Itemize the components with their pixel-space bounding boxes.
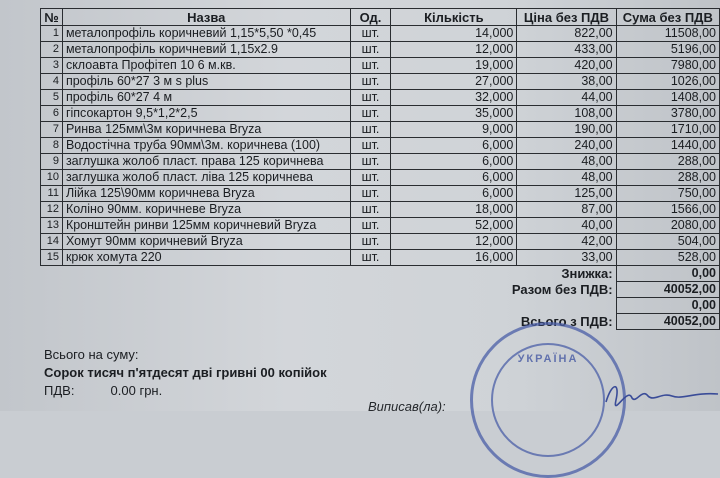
item-price: 433,00 bbox=[517, 42, 616, 58]
item-sum: 288,00 bbox=[616, 170, 719, 186]
item-quantity: 12,000 bbox=[391, 234, 517, 250]
row-number: 15 bbox=[41, 250, 63, 266]
item-unit: шт. bbox=[350, 106, 391, 122]
table-row bbox=[41, 202, 720, 218]
item-quantity: 6,000 bbox=[391, 138, 517, 154]
item-unit: шт. bbox=[350, 154, 391, 170]
item-unit: шт. bbox=[350, 202, 391, 218]
stamp-text: УКРАЇНА bbox=[517, 353, 579, 365]
row-number: 11 bbox=[41, 186, 63, 202]
discount-value: 0,00 bbox=[616, 266, 719, 282]
item-unit: шт. bbox=[350, 138, 391, 154]
item-quantity: 6,000 bbox=[391, 154, 517, 170]
row-number: 8 bbox=[41, 138, 63, 154]
item-price: 420,00 bbox=[517, 58, 616, 74]
item-sum: 1408,00 bbox=[616, 90, 719, 106]
item-name: склоавта Профітеп 10 6 м.кв. bbox=[62, 58, 350, 74]
item-sum: 5196,00 bbox=[616, 42, 719, 58]
item-sum: 288,00 bbox=[616, 154, 719, 170]
table-row bbox=[41, 154, 720, 170]
item-name: гіпсокартон 9,5*1,2*2,5 bbox=[62, 106, 350, 122]
col-header-price: Ціна без ПДВ bbox=[517, 9, 616, 26]
item-price: 190,00 bbox=[517, 122, 616, 138]
item-sum: 7980,00 bbox=[616, 58, 719, 74]
table-body bbox=[41, 26, 720, 266]
item-price: 33,00 bbox=[517, 250, 616, 266]
row-number: 9 bbox=[41, 154, 63, 170]
item-quantity: 6,000 bbox=[391, 186, 517, 202]
item-sum: 3780,00 bbox=[616, 106, 719, 122]
item-name: металопрофіль коричневий 1,15*5,50 *0,45 bbox=[62, 26, 350, 42]
invoice-table bbox=[40, 8, 720, 330]
table-row bbox=[41, 90, 720, 106]
item-unit: шт. bbox=[350, 42, 391, 58]
item-quantity: 14,000 bbox=[391, 26, 517, 42]
item-sum: 1566,00 bbox=[616, 202, 719, 218]
amount-in-words bbox=[44, 346, 327, 400]
total-label: Всього з ПДВ: bbox=[520, 314, 613, 329]
vat-value: 0,00 bbox=[616, 298, 719, 314]
item-quantity: 9,000 bbox=[391, 122, 517, 138]
item-sum: 750,00 bbox=[616, 186, 719, 202]
item-unit: шт. bbox=[350, 74, 391, 90]
col-header-name: Назва bbox=[62, 9, 350, 26]
item-sum: 2080,00 bbox=[616, 218, 719, 234]
col-header-quantity: Кількість bbox=[391, 9, 517, 26]
table-row bbox=[41, 234, 720, 250]
item-price: 108,00 bbox=[517, 106, 616, 122]
item-price: 48,00 bbox=[517, 154, 616, 170]
item-price: 240,00 bbox=[517, 138, 616, 154]
item-name: Ринва 125мм\3м коричнева Bryza bbox=[62, 122, 350, 138]
item-price: 42,00 bbox=[517, 234, 616, 250]
item-unit: шт. bbox=[350, 90, 391, 106]
item-quantity: 27,000 bbox=[391, 74, 517, 90]
item-unit: шт. bbox=[350, 234, 391, 250]
item-unit: шт. bbox=[350, 170, 391, 186]
row-number: 6 bbox=[41, 106, 63, 122]
item-name: заглушка жолоб пласт. права 125 коричнева bbox=[62, 154, 350, 170]
row-number: 7 bbox=[41, 122, 63, 138]
item-name: Кронштейн ринви 125мм коричневий Bryza bbox=[62, 218, 350, 234]
row-number: 2 bbox=[41, 42, 63, 58]
item-unit: шт. bbox=[350, 218, 391, 234]
table-row bbox=[41, 26, 720, 42]
row-number: 5 bbox=[41, 90, 63, 106]
item-name: Коліно 90мм. коричневе Bryza bbox=[62, 202, 350, 218]
discount-label: Знижка: bbox=[561, 266, 613, 282]
table-row bbox=[41, 74, 720, 90]
item-name: Хомут 90мм коричневий Bryza bbox=[62, 234, 350, 250]
item-price: 38,00 bbox=[517, 74, 616, 90]
table-row bbox=[41, 122, 720, 138]
subtotal-label: Разом без ПДВ: bbox=[511, 282, 613, 297]
col-header-unit: Од. bbox=[350, 9, 391, 26]
item-name: профіль 60*27 3 м s plus bbox=[62, 74, 350, 90]
table-row bbox=[41, 106, 720, 122]
subtotal-value: 40052,00 bbox=[616, 282, 719, 298]
table-row bbox=[41, 58, 720, 74]
issued-by-label: Виписав(ла): bbox=[368, 399, 446, 414]
item-price: 125,00 bbox=[517, 186, 616, 202]
item-unit: шт. bbox=[350, 58, 391, 74]
item-name: крюк хомута 220 bbox=[62, 250, 350, 266]
item-quantity: 18,000 bbox=[391, 202, 517, 218]
row-number: 13 bbox=[41, 218, 63, 234]
vat-row bbox=[41, 298, 720, 314]
item-unit: шт. bbox=[350, 26, 391, 42]
item-sum: 11508,00 bbox=[616, 26, 719, 42]
item-unit: шт. bbox=[350, 186, 391, 202]
discount-row bbox=[41, 266, 720, 282]
row-number: 10 bbox=[41, 170, 63, 186]
item-name: Лійка 125\90мм коричнева Bryza bbox=[62, 186, 350, 202]
item-quantity: 19,000 bbox=[391, 58, 517, 74]
row-number: 3 bbox=[41, 58, 63, 74]
row-number: 14 bbox=[41, 234, 63, 250]
item-name: Водостічна труба 90мм\3м. коричнева (100) bbox=[62, 138, 350, 154]
table-row bbox=[41, 170, 720, 186]
table-row bbox=[41, 42, 720, 58]
item-quantity: 12,000 bbox=[391, 42, 517, 58]
item-quantity: 35,000 bbox=[391, 106, 517, 122]
item-quantity: 52,000 bbox=[391, 218, 517, 234]
row-number: 12 bbox=[41, 202, 63, 218]
row-number: 4 bbox=[41, 74, 63, 90]
col-header-sum: Сума без ПДВ bbox=[616, 9, 719, 26]
item-price: 87,00 bbox=[517, 202, 616, 218]
subtotal-row bbox=[41, 282, 720, 298]
table-header-row bbox=[41, 9, 720, 26]
vat-line: ПДВ: 0.00 грн. bbox=[44, 383, 163, 398]
total-value: 40052,00 bbox=[616, 314, 719, 330]
item-sum: 528,00 bbox=[616, 250, 719, 266]
item-sum: 1026,00 bbox=[616, 74, 719, 90]
item-price: 40,00 bbox=[517, 218, 616, 234]
item-quantity: 16,000 bbox=[391, 250, 517, 266]
item-sum: 1440,00 bbox=[616, 138, 719, 154]
table-row bbox=[41, 186, 720, 202]
item-name: металопрофіль коричневий 1,15х2.9 bbox=[62, 42, 350, 58]
sum-in-words: Сорок тисяч п'ятдесят дві гривні 00 копійок bbox=[44, 365, 327, 380]
item-price: 48,00 bbox=[517, 170, 616, 186]
item-name: профіль 60*27 4 м bbox=[62, 90, 350, 106]
table-row bbox=[41, 218, 720, 234]
total-row bbox=[41, 314, 720, 330]
item-unit: шт. bbox=[350, 122, 391, 138]
col-header-number: № bbox=[41, 9, 63, 26]
item-name: заглушка жолоб пласт. ліва 125 коричнева bbox=[62, 170, 350, 186]
item-sum: 1710,00 bbox=[616, 122, 719, 138]
item-unit: шт. bbox=[350, 250, 391, 266]
sum-caption: Всього на суму: bbox=[44, 347, 139, 362]
row-number: 1 bbox=[41, 26, 63, 42]
table-row bbox=[41, 138, 720, 154]
item-quantity: 6,000 bbox=[391, 170, 517, 186]
item-quantity: 32,000 bbox=[391, 90, 517, 106]
signature bbox=[602, 378, 720, 408]
item-price: 44,00 bbox=[517, 90, 616, 106]
item-sum: 504,00 bbox=[616, 234, 719, 250]
table-row bbox=[41, 250, 720, 266]
item-price: 822,00 bbox=[517, 26, 616, 42]
